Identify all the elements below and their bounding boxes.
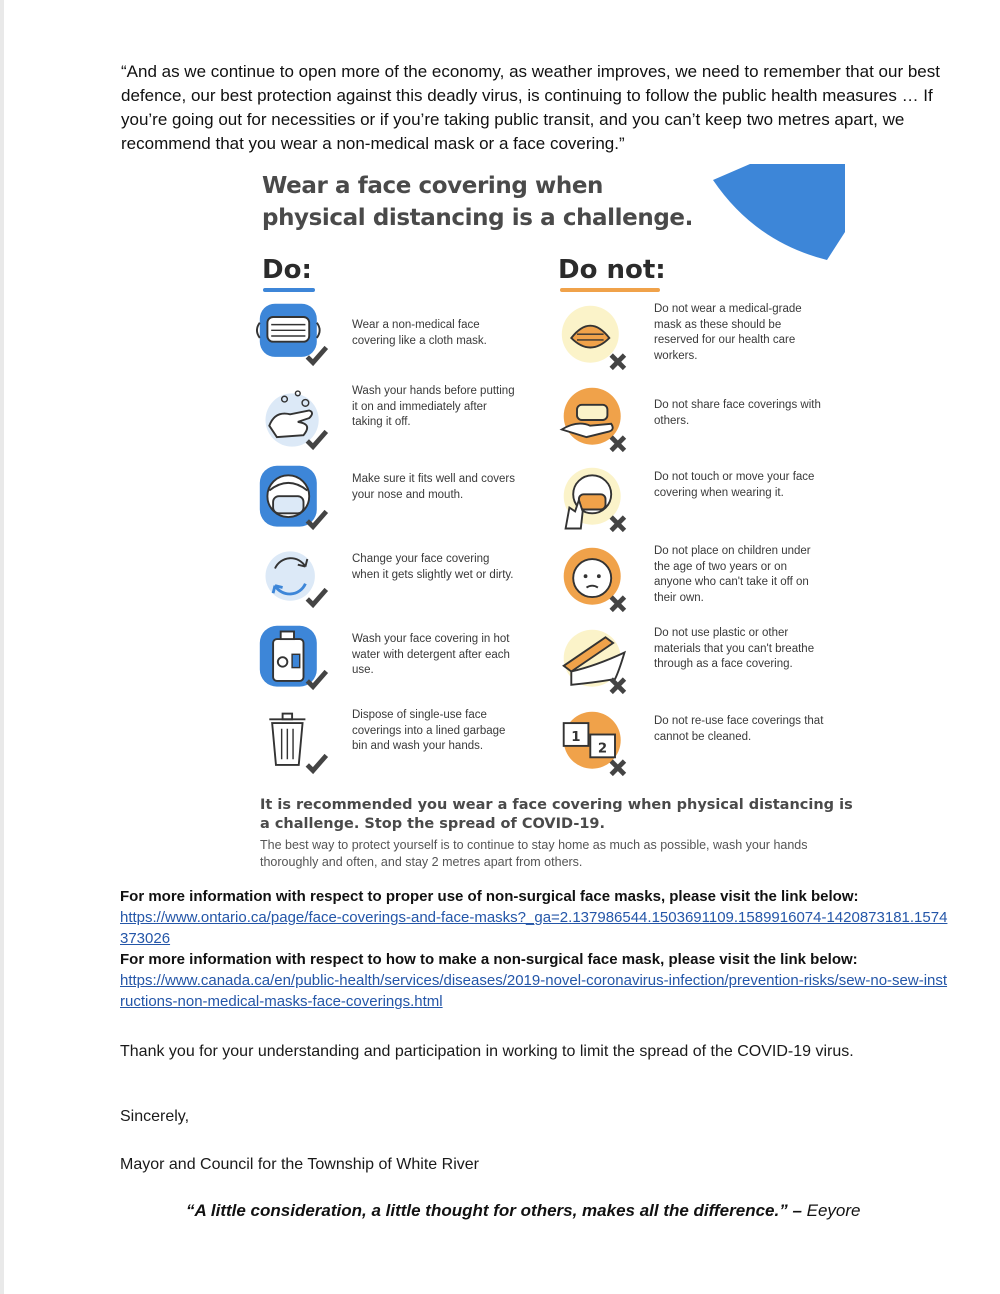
eeyore-quote-text: “A little consideration, a little thought for others, makes all the difference.” – <box>186 1201 802 1220</box>
do-heading-underline <box>263 288 315 292</box>
do-heading: Do: <box>262 255 312 285</box>
canada-sew-instructions-link[interactable]: https://www.canada.ca/en/public-health/services/diseases/2019-novel-coronavirus-infection/prevention-risks/sew-no-sew-instructions-non-medical-masks-face-coverings.html <box>120 972 948 1010</box>
blue-corner-shape <box>705 162 855 262</box>
garbage-bin-icon <box>256 706 332 782</box>
sharing-mask-icon <box>558 382 634 458</box>
calendar-icon <box>558 706 634 782</box>
touching-mask-icon <box>558 462 634 538</box>
signature-line: Mayor and Council for the Township of White River <box>120 1156 479 1173</box>
eeyore-quote <box>186 1201 861 1221</box>
mask-icon <box>256 298 332 374</box>
dont-item-text: Do not share face coverings with others. <box>654 399 821 427</box>
child-icon <box>558 542 634 618</box>
dont-item-text: Do not use plastic or other materials that you can't breathe through as a face covering. <box>654 627 815 670</box>
face-covering-poster <box>230 160 860 880</box>
info-lead-canada: For more information with respect to how to make a non-surgical face mask, please visit the link below: <box>120 951 858 968</box>
calendar-day-2: 2 <box>597 741 608 757</box>
page-edge <box>0 0 4 1294</box>
dont-item-text: Do not wear a medical-grade mask as these should be reserved for our health care workers. <box>654 303 802 362</box>
quote-paragraph: “And as we continue to open more of the economy, as weather improves, we need to remember that our best defence, our best protection against this deadly virus, is continuing to follow the public health measures … If you’re going out for necessities or if you’re taking public transit, and you can’t keep two metres apart, we recommend that you wear a non-medical mask or a face covering.” <box>121 62 940 153</box>
face-mask-fit-icon <box>256 462 332 538</box>
poster-recommendation: It is recommended you wear a face covering when physical distancing is a challenge. Stop the spread of COVID-19. <box>260 797 853 832</box>
medical-mask-icon <box>558 300 634 376</box>
eeyore-attribution: Eeyore <box>801 1201 861 1220</box>
poster-advice: The best way to protect yourself is to continue to stay home as much as possible, wash your hands thoroughly and often, and stay 2 metres apart from others. <box>260 838 808 869</box>
poster-title-line-1: Wear a face covering when <box>262 173 604 199</box>
dont-item-text: Do not touch or move your face covering when wearing it. <box>654 471 815 499</box>
info-lead-ontario: For more information with respect to proper use of non-surgical face masks, please visit the link below: <box>120 888 859 905</box>
closing-line: Sincerely, <box>120 1108 190 1125</box>
detergent-icon <box>256 622 332 698</box>
poster-title <box>262 170 702 234</box>
more-info-section <box>120 886 950 1012</box>
change-cycle-icon <box>256 540 332 616</box>
calendar-day-1: 1 <box>571 730 581 746</box>
dont-heading: Do not: <box>558 255 666 285</box>
dont-heading-underline <box>560 288 660 292</box>
do-item-text: Wash your face covering in hot water with detergent after each use. <box>352 633 510 676</box>
dont-item-text: Do not re-use face coverings that cannot be cleaned. <box>654 715 824 743</box>
do-item-text: Change your face covering when it gets slightly wet or dirty. <box>352 553 514 581</box>
do-item-text: Make sure it fits well and covers your nose and mouth. <box>352 473 515 501</box>
thanks-paragraph: Thank you for your understanding and participation in working to limit the spread of the COVID-19 virus. <box>120 1043 854 1060</box>
do-item-text: Dispose of single-use face coverings into a lined garbage bin and wash your hands. <box>352 709 506 752</box>
plastic-wrap-icon <box>558 624 634 700</box>
do-item-text: Wear a non-medical face covering like a cloth mask. <box>352 319 487 347</box>
do-item-text: Wash your hands before putting it on and immediately after taking it off. <box>352 385 515 428</box>
dont-item-text: Do not place on children under the age of two years or on anyone who can't take it off on their own. <box>654 545 811 604</box>
poster-title-line-2: physical distancing is a challenge. <box>262 205 693 231</box>
hand-washing-icon <box>256 382 332 458</box>
ontario-face-coverings-link[interactable]: https://www.ontario.ca/page/face-coverings-and-face-masks?_ga=2.137986544.1503691109.1589916074-1420873181.1574373026 <box>120 909 948 947</box>
